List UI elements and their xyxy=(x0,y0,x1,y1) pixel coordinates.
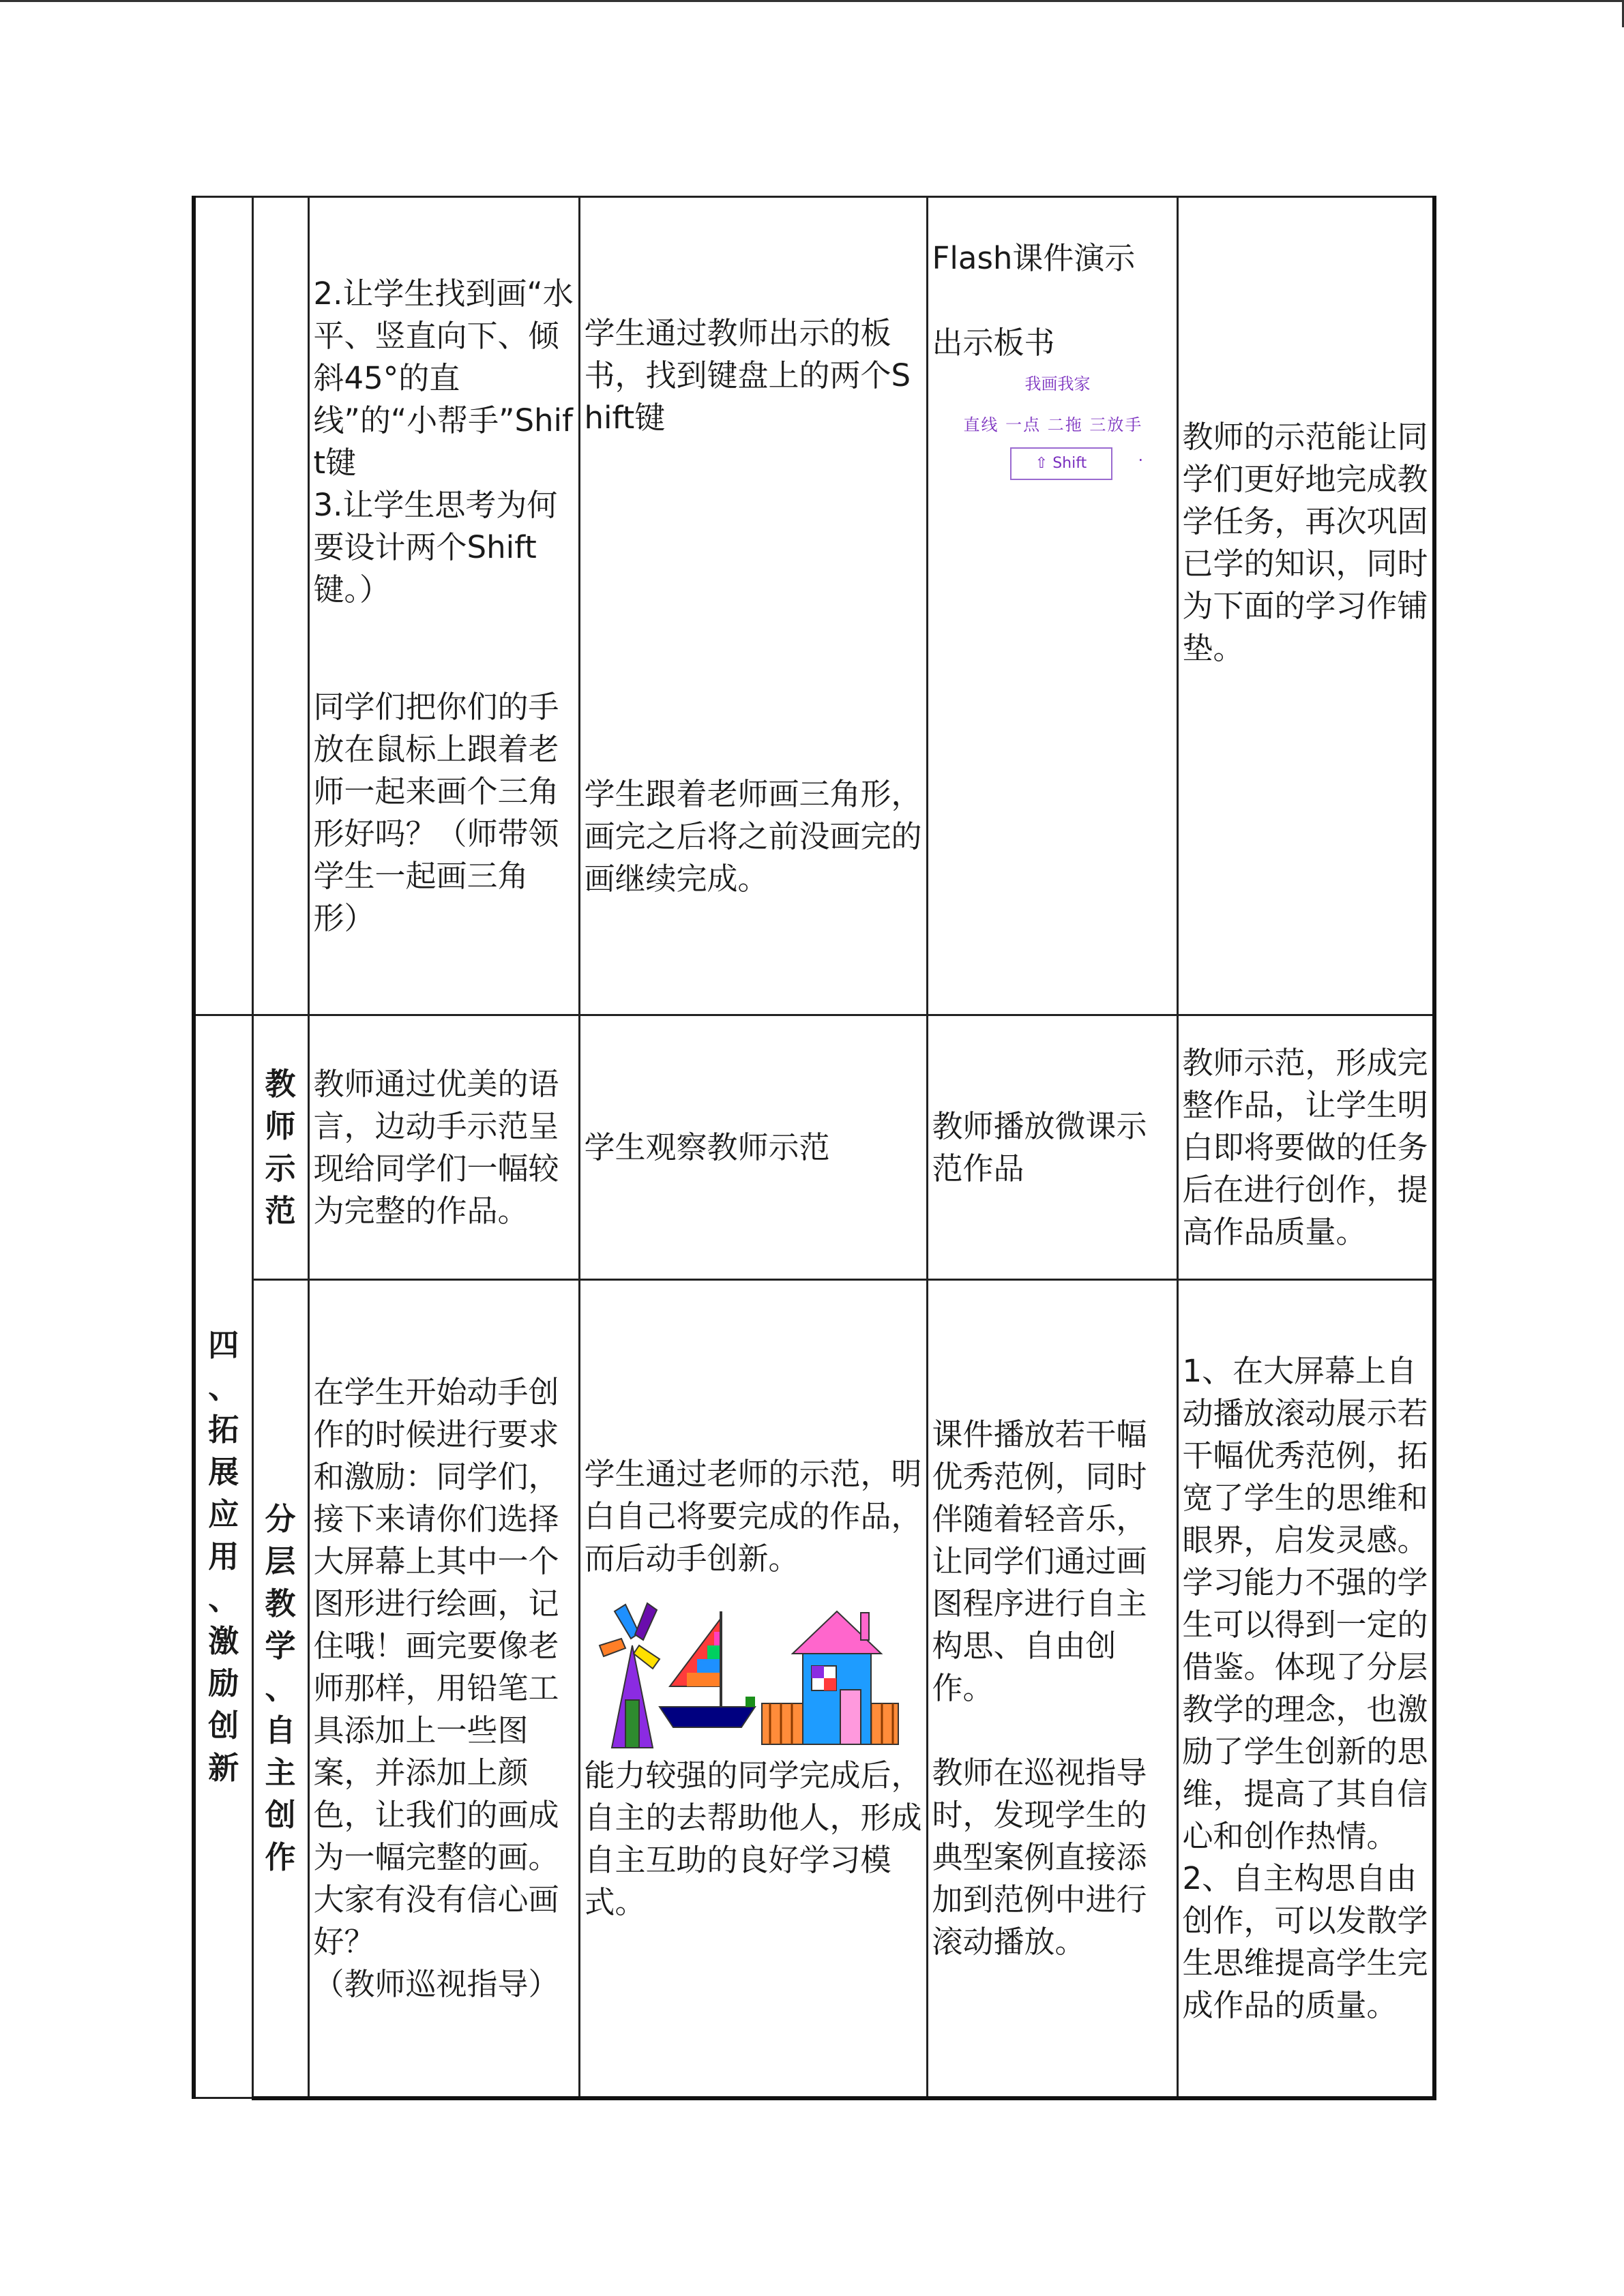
design-purpose-text: 教师的示范能让同学们更好地完成教学任务，再次巩固已学的知识，同时为下面的学习作铺垫。 xyxy=(1182,419,1428,666)
design-purpose-cell xyxy=(1177,1280,1434,2098)
page-top-border xyxy=(0,0,1624,2)
student-activity-cell xyxy=(579,197,927,1015)
stage-label-teacher-demo: 教 师 示 范 xyxy=(252,1015,308,1280)
student-activity-text: 学生观察教师示范 xyxy=(584,1129,830,1165)
teacher-activity-cell xyxy=(308,197,579,1015)
table-row xyxy=(194,1015,1434,1280)
section-label-cell: 四 、 拓 展 应 用 、 激 励 创 新 xyxy=(194,1015,252,2098)
design-purpose-text: 教师示范，形成完整作品，让学生明白即将要做的任务后在进行创作，提高作品质量。 xyxy=(1182,1044,1428,1250)
media-text-2: 教师在巡视指导时，发现学生的典型案例直接添加到范例中进行滚动播放。 xyxy=(932,1754,1147,1960)
media-cell xyxy=(927,1280,1177,2098)
lesson-plan-table xyxy=(192,196,1436,2100)
student-activity-text: 学生通过老师的示范，明白自己将要完成的作品，而后动手创新。 xyxy=(584,1455,922,1577)
teacher-activity-cell xyxy=(308,1015,579,1280)
board-steps: 直线 一点 二拖 三放手 xyxy=(963,415,1143,434)
student-activity-cell xyxy=(579,1280,927,2098)
table-row xyxy=(194,197,1434,1015)
media-cell xyxy=(927,1015,1177,1280)
design-purpose-text: 1、在大屏幕上自动播放滚动展示若干幅优秀范例，拓宽了学生的思维和眼界，启发灵感。学习能力不强的学生可以得到一定的借鉴。体现了分层教学的理念，也激励了学生创新的思维，提高了其自信心和创作热情。 2、自主构思自由创作，可以发散学生思维提高学生完成作品的质量。 xyxy=(1182,1352,1428,2023)
media-text: 教师播放微课示范作品 xyxy=(932,1107,1147,1187)
board-title: 我画我家 xyxy=(1024,374,1091,393)
media-line-1: Flash课件演示 xyxy=(932,240,1136,276)
design-purpose-cell xyxy=(1177,197,1434,1015)
media-line-2: 出示板书 xyxy=(932,325,1055,361)
student-activity-text-2: 学生跟着老师画三角形，画完之后将之前没画完的画继续完成。 xyxy=(584,775,922,897)
stage-label-layered-creation: 分 层 教 学 、 自 主 创 作 xyxy=(252,1280,308,2098)
media-cell xyxy=(927,197,1177,1015)
media-text: 课件播放若干幅优秀范例，同时伴随着轻音乐，让同学们通过画图程序进行自主构思、自由创作。 xyxy=(932,1416,1147,1706)
teacher-activity-cell xyxy=(308,1280,579,2098)
windmill-boat-house-icon xyxy=(585,1598,926,1755)
table-row xyxy=(194,1280,1434,2098)
section-cell-empty xyxy=(194,197,252,1015)
teacher-activity-text: 在学生开始动手创作的时候进行要求和激励：同学们，接下来请你们选择大屏幕上其中一个图形进行绘画，记住哦！画完要像老师那样，用铅笔工具添加上一些图案，并添加上颜色，让我们的画成为一幅完整的画。大家有没有信心画好？ （教师巡视指导） xyxy=(313,1373,559,2002)
blackboard-image xyxy=(946,374,1164,490)
student-activity-text: 学生通过教师出示的板书，找到键盘上的两个Shift键 xyxy=(584,314,911,436)
teacher-activity-text-2: 同学们把你们的手放在鼠标上跟着老师一起来画个三角形好吗？（师带领学生一起画三角形） xyxy=(313,688,559,936)
stage-cell-empty xyxy=(252,197,308,1015)
student-activity-text-2: 能力较强的同学完成后，自主的去帮助他人，形成自主互助的良好学习模式。 xyxy=(584,1757,922,1920)
shift-key-icon: ⇧ Shift xyxy=(1010,447,1112,480)
teacher-activity-text: 2.让学生找到画“水平、竖直向下、倾斜45°的直线”的“小帮手”Shift键 3.让学生思考为何要设计两个Shift键。） xyxy=(313,275,574,608)
board-dot: · xyxy=(1138,451,1144,470)
teacher-activity-text: 教师通过优美的语言，边动手示范呈现给同学们一幅较为完整的作品。 xyxy=(313,1065,559,1229)
student-activity-cell xyxy=(579,1015,927,1280)
design-purpose-cell xyxy=(1177,1015,1434,1280)
example-drawings-image xyxy=(585,1598,922,1755)
